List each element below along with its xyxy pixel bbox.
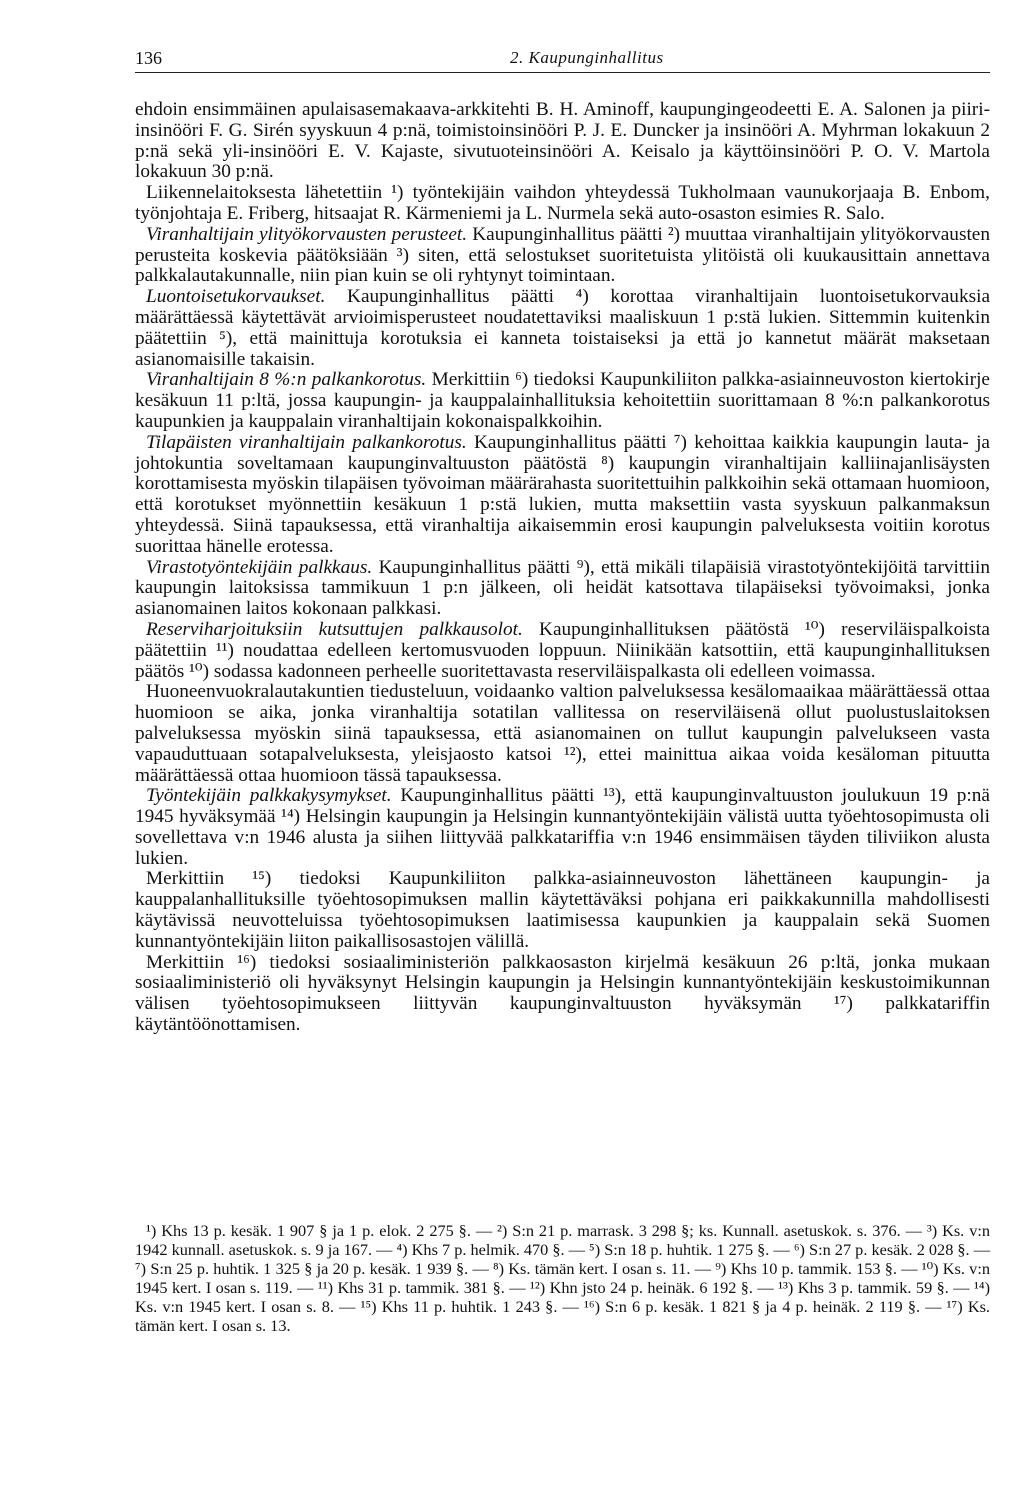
paragraph-text: Kaupunginhallituksen päätöstä ¹⁰) reserviläispalkoista päätettiin ¹¹) noudattaa edelleen kertomusvuoden loppuun. Niinikään katsottiin, että kaupunginhallituksen päätös ¹⁰) sodassa kadonneen perheelle suoritettavasta reserviläispalkasta oli edelleen voimassa. xyxy=(135,618,990,682)
footnote-text: ¹) Khs 13 p. kesäk. 1 907 § ja 1 p. elok. 2 275 §. — ²) S:n 21 p. marrask. 3 298 §; ks. Kunnall. asetuskok. s. 376. — ³) Ks. v:n 1942 kunnall. asetuskok. s. 9 ja 167. — ⁴) Khs 7 p. helmik. 470 §. — ⁵) S:n 18 p. huhtik. 1 275 §. — ⁶) S:n 27 p. kesäk. 2 028 §. — ⁷) S:n 25 p. huhtik. 1 325 § ja 20 p. kesäk. 1 939 §. — ⁸) Ks. tämän kert. I osan s. 11. — ⁹) Khs 10 p. tammik. 153 §. — ¹⁰) Ks. v:n 1945 kert. I osan s. 119. — ¹¹) Khs 31 p. tammik. 381 §. — ¹²) Khn jsto 24 p. heinäk. 6 192 §. — ¹³) Khs 3 p. tammik. 59 §. — ¹⁴) Ks. v:n 1945 kert. I osan s. 8. — ¹⁵) Khs 11 p. huhtik. 1 243 §. — ¹⁶) S:n 6 p. kesäk. 1 821 § ja 4 p. heinäk. 2 119 §. — ¹⁷) Ks. tämän kert. I osan s. 13. xyxy=(135,1221,990,1336)
page-number: 136 xyxy=(135,48,162,68)
paragraph xyxy=(135,287,990,370)
section-heading: Reserviharjoituksiin kutsuttujen palkkausolot. xyxy=(146,618,523,640)
section-heading: Tilapäisten viranhaltijain palkankorotus. xyxy=(146,431,467,453)
paragraph-text: Merkittiin ¹⁵) tiedoksi Kaupunkiliiton palkka-asiainneuvoston lähettäneen kaupungin- ja kauppalanhallituksille työehtosopimuksen mallin käytettäväksi pohjana eri paikkakunnilla mahdollisesti käytävissä neuvotteluissa työehtosopimuksen laatimisessa kaupunkien ja kauppalain sekä Suomen kunnantyöntekijäin liiton paikallisosastojen välillä. xyxy=(135,868,990,952)
paragraph xyxy=(135,682,990,786)
paragraph-text: Kaupunginhallitus päätti ⁹), että mikäli tilapäisiä virastotyöntekijöitä tarvittiin kaupungin laitoksissa tammikuun 1 p:n jälkeen, oli heidät katsottava tilapäiseksi työvoimaksi, jonka asianomainen laitos kokonaan palkkasi. xyxy=(135,556,990,620)
running-head: 2. Kaupunginhallitus xyxy=(510,48,664,67)
paragraph-text: Kaupunginhallitus päätti ⁷) kehoittaa kaikkia kaupungin lauta- ja johtokuntia soveltamaan kaupunginvaltuuston päätöstä ⁸) kaupungin viranhaltijain kalliinajanlisäysten korottamisesta myöskin tilapäisen työvoiman määrärahasta suoritettuihin palkkoihin sekä ottamaan huomioon, että korotukset myönnettiin kesäkuun 1 p:stä lukien, mutta maksettiin vasta syyskuun palkanmaksun yhteydessä. Siinä tapauksessa, että viranhaltija aikaisemmin erosi kaupungin palveluksesta voitiin korotus suorittaa hänelle erotessa. xyxy=(135,431,990,557)
paragraph xyxy=(135,620,990,682)
paragraph-text: Huoneenvuokralautakuntien tiedusteluun, voidaanko valtion palveluksessa kesälomaaikaa määrättäessä ottaa huomioon se aika, jonka viranhaltija sotatilan vallitessa on reserviläisenä ollut puolustuslaitoksen palveluksessa myöskin siinä tapauksessa, että asianomainen on tullut kaupungin palvelukseen vasta vapauduttuaan sotapalveluksesta, yleisjaosto katsoi ¹²), ettei mainittua aikaa voida kesäloman pituutta määrättäessä ottaa huomioon tässä tapauksessa. xyxy=(135,681,990,786)
paragraph-text: ehdoin ensimmäinen apulaisasemakaava-arkkitehti B. H. Aminoff, kaupungingeodeetti E. A. Salonen ja piiri-insinööri F. G. Sirén syyskuun 4 p:nä, toimistoinsinööri P. J. E. Duncker ja insinööri A. Myhrman lokakuun 2 p:nä sekä yli-insinööri E. V. Kajaste, sivutuoteinsinööri A. Keisalo ja käyttöinsinööri P. O. V. Martola lokakuun 30 p:nä. xyxy=(135,99,990,183)
footnotes xyxy=(135,1221,990,1336)
section-heading: Viranhaltijain 8 %:n palkankorotus. xyxy=(146,369,427,391)
paragraph xyxy=(135,183,990,225)
paragraph-text: Merkittiin ¹⁶) tiedoksi sosiaaliministeriön palkkaosaston kirjelmä kesäkuun 26 p:ltä, jonka mukaan sosiaaliministeriö oli hyväksynyt Helsingin kaupungin ja Helsingin kunnantyöntekijäin keskustoimikunnan välisen työehtosopimukseen liittyvän kaupunginvaltuuston hyväksymän ¹⁷) palkkatariffin käytäntöönottamisen. xyxy=(135,951,990,1036)
body-text xyxy=(135,100,990,1036)
paragraph-text: Merkittiin ⁶) tiedoksi Kaupunkiliiton palkka-asiainneuvoston kiertokirje kesäkuun 11 p:ltä, jossa kaupungin- ja kauppalainhallituksia kehoitettiin suorittamaan 8 %:n palkankorotus kaupunkien ja kauppalain viranhaltijain kokonaispalkkoihin. xyxy=(135,369,990,432)
paragraph-text: Liikennelaitoksesta lähetettiin ¹) työntekijäin vaihdon yhteydessä Tukholmaan vaunukorjaaja B. Enbom, työnjohtaja E. Friberg, hitsaajat R. Kärmeniemi ja L. Nurmela sekä auto-osaston esimies R. Salo. xyxy=(135,182,990,224)
section-heading: Viranhaltijain ylityökorvausten perusteet. xyxy=(146,223,468,245)
paragraph xyxy=(135,558,990,620)
section-heading: Luontoisetukorvaukset. xyxy=(146,286,326,308)
paragraph xyxy=(135,869,990,952)
paragraph xyxy=(135,433,990,558)
paragraph-text: Kaupunginhallitus päätti ⁴) korottaa viranhaltijain luontoisetukorvauksia määrättäessä käytettävät arvioimisperusteet noudatettaviksi maaliskuun 1 p:stä lukien. Sittemmin kuitenkin päätettiin ⁵), että mainittuja korotuksia ei kanneta toistaiseksi ja että jo kannetut määrät maksetaan asianomaisille takaisin. xyxy=(135,286,990,370)
paragraph-text: Kaupunginhallitus päätti ¹³), että kaupunginvaltuuston joulukuun 19 p:nä 1945 hyväksymää ¹⁴) Helsingin kaupungin ja Helsingin kunnantyöntekijäin välistä uutta työehtosopimusta oli sovellettava v:n 1946 alusta ja siihen liittyvää palkkatariffia v:n 1946 ensimmäisen täyden tiliviikon alusta lukien. xyxy=(135,785,990,869)
paragraph xyxy=(135,100,990,183)
paragraph xyxy=(135,786,990,869)
section-heading: Virastotyöntekijäin palkkaus. xyxy=(146,556,373,578)
page-header xyxy=(135,46,990,73)
paragraph xyxy=(135,225,990,287)
paragraph xyxy=(135,370,990,432)
paragraph xyxy=(135,953,990,1036)
section-heading: Työntekijäin palkkakysymykset. xyxy=(146,785,392,807)
paragraph-text: Kaupunginhallitus päätti ²) muuttaa viranhaltijain ylityökorvausten perusteita koskevia päätöksiään ³) siten, että selostukset suoritetuista ylitöistä oli kuukausittain annettava palkkalautakunnalle, niin pian kuin se oli ryhtynyt toimintaan. xyxy=(135,223,990,287)
